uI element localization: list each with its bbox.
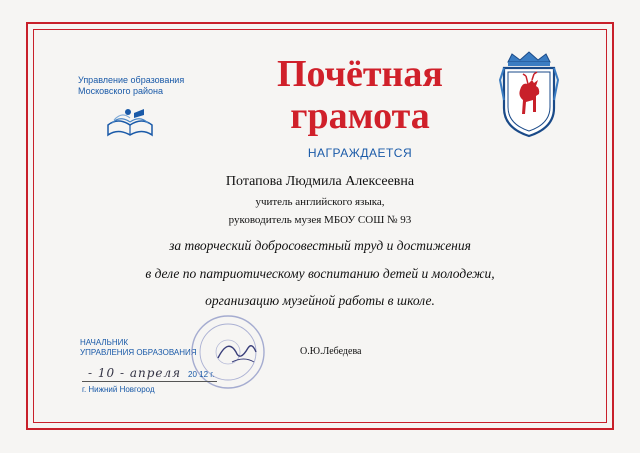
reason-line-2: в деле по патриотическому воспитанию детей и молодежи, — [145, 266, 495, 281]
head-title-line-1: НАЧАЛЬНИК — [80, 338, 129, 347]
department-name — [78, 75, 184, 97]
recipient-position-2: руководитель музея МБОУ СОШ № 93 — [228, 214, 412, 226]
date-underline — [82, 381, 217, 382]
department-line-2: Московского района — [78, 86, 163, 96]
city: г. Нижний Новгород — [82, 385, 155, 394]
reason-line-3: организацию музейной работы в школе. — [205, 293, 435, 308]
deer-coat-of-arms-icon — [498, 50, 560, 140]
signer-name: О.Ю.Лебедева — [300, 346, 362, 357]
open-book-icon — [104, 105, 156, 139]
title-line-1: Почётная — [277, 53, 443, 95]
head-title-line-2: УПРАВЛЕНИЯ ОБРАЗОВАНИЯ — [80, 348, 197, 357]
date-row — [82, 366, 222, 384]
awarded-label: НАГРАЖДАЕТСЯ — [307, 146, 413, 160]
department-line-1: Управление образования — [78, 75, 185, 85]
date-year: 20 12 г. — [188, 370, 215, 379]
title-line-2: грамота — [290, 95, 430, 137]
recipient-name: Потапова Людмила Алексеевна — [225, 174, 415, 189]
recipient-position-1: учитель английского языка, — [255, 196, 385, 208]
reason-line-1: за творческий добросовестный труд и достижения — [169, 238, 471, 253]
head-title — [80, 338, 197, 358]
date-handwritten: - 10 - апреля — [88, 366, 182, 380]
